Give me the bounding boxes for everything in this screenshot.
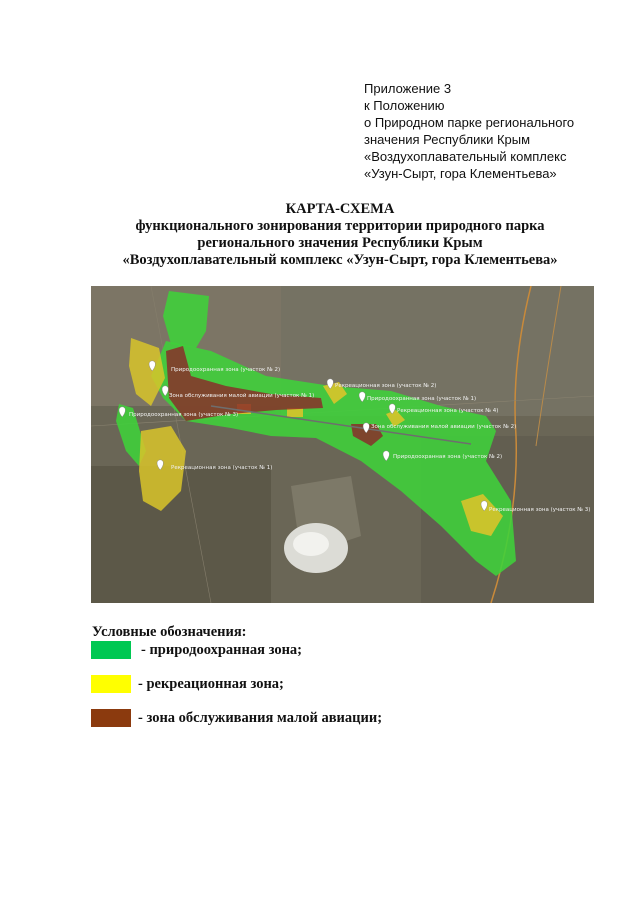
legend-label: - рекреационная зона;	[138, 676, 284, 692]
title-line: регионального значения Республики Крым	[197, 235, 483, 251]
map-label: Природоохранная зона (участок № 1)	[367, 396, 477, 402]
title-line: функционального зонирования территории природного парка	[135, 218, 545, 234]
map-label: Природоохранная зона (участок № 2)	[393, 454, 503, 460]
map-label: Рекреационная зона (участок № 2)	[335, 383, 437, 389]
map-label: Рекреационная зона (участок № 3)	[489, 507, 591, 513]
appendix-line: Приложение 3	[364, 81, 452, 96]
appendix-line: значения Республики Крым	[364, 132, 531, 147]
title-line: «Воздухоплавательный комплекс «Узун-Сырт, гора Клементьева»	[122, 252, 558, 268]
appendix-line: «Узун-Сырт, гора Клементьева»	[364, 166, 557, 181]
title-heading: КАРТА-СХЕМА	[285, 201, 395, 217]
map-label: Рекреационная зона (участок № 1)	[171, 465, 273, 471]
legend-swatch-green	[91, 641, 131, 659]
legend-swatch-brown	[91, 709, 131, 727]
legend-label: - зона обслуживания малой авиации;	[138, 710, 383, 726]
appendix-line: о Природном парке регионального	[364, 115, 575, 130]
legend-title: Условные обозначения:	[92, 624, 247, 640]
document-title	[70, 201, 610, 269]
map-label: Рекреационная зона (участок № 4)	[397, 408, 499, 414]
appendix-line: «Воздухоплавательный комплекс	[364, 149, 567, 164]
legend-label: - природоохранная зона;	[141, 642, 303, 658]
map-label: Природоохранная зона (участок № 2)	[171, 367, 281, 373]
map-label: Природоохранная зона (участок № 3)	[129, 412, 239, 418]
legend-swatch-yellow	[91, 675, 131, 693]
zoning-map	[91, 286, 594, 603]
map-label: Зона обслуживания малой авиации (участок № 1)	[169, 393, 315, 399]
appendix-line: к Положению	[364, 98, 445, 113]
appendix-note	[364, 80, 634, 182]
map-label: Зона обслуживания малой авиации (участок № 2)	[371, 424, 517, 430]
